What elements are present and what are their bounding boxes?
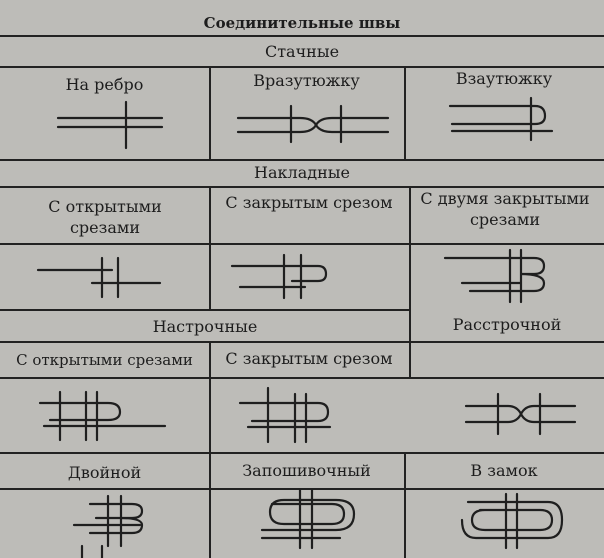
group-nastrochnye: Настрочные — [152, 317, 258, 336]
label-s-zakrytym-srezom: С закрытым срезом — [225, 193, 393, 212]
group-nakladnye: Накладные — [254, 163, 350, 182]
table-title: Соединительные швы — [203, 14, 401, 32]
label-zaposhivochny: Запошивочный — [242, 461, 371, 480]
label-vrazutyuzhku: Вразутюжку — [253, 71, 360, 90]
label-s-otkrytymi-srezami-2: С открытыми срезами — [16, 351, 193, 369]
label-s-otkrytymi-srezami: С открытыми срезами — [48, 197, 162, 237]
label-s-dvumya-zakrytymi-srezami: С двумя закрытыми срезами — [420, 189, 590, 229]
label-s-zakrytym-srezom-2: С закрытым срезом — [225, 349, 393, 368]
group-rasstrochnoy: Расстрочной — [452, 315, 562, 334]
label-na-rebro: На ребро — [65, 75, 144, 94]
label-vzautyuzhku: Взаутюжку — [455, 69, 553, 88]
label-dvoynoy: Двойной — [67, 463, 142, 482]
group-stachnye: Стачные — [264, 42, 340, 61]
label-v-zamok: В замок — [470, 461, 538, 480]
